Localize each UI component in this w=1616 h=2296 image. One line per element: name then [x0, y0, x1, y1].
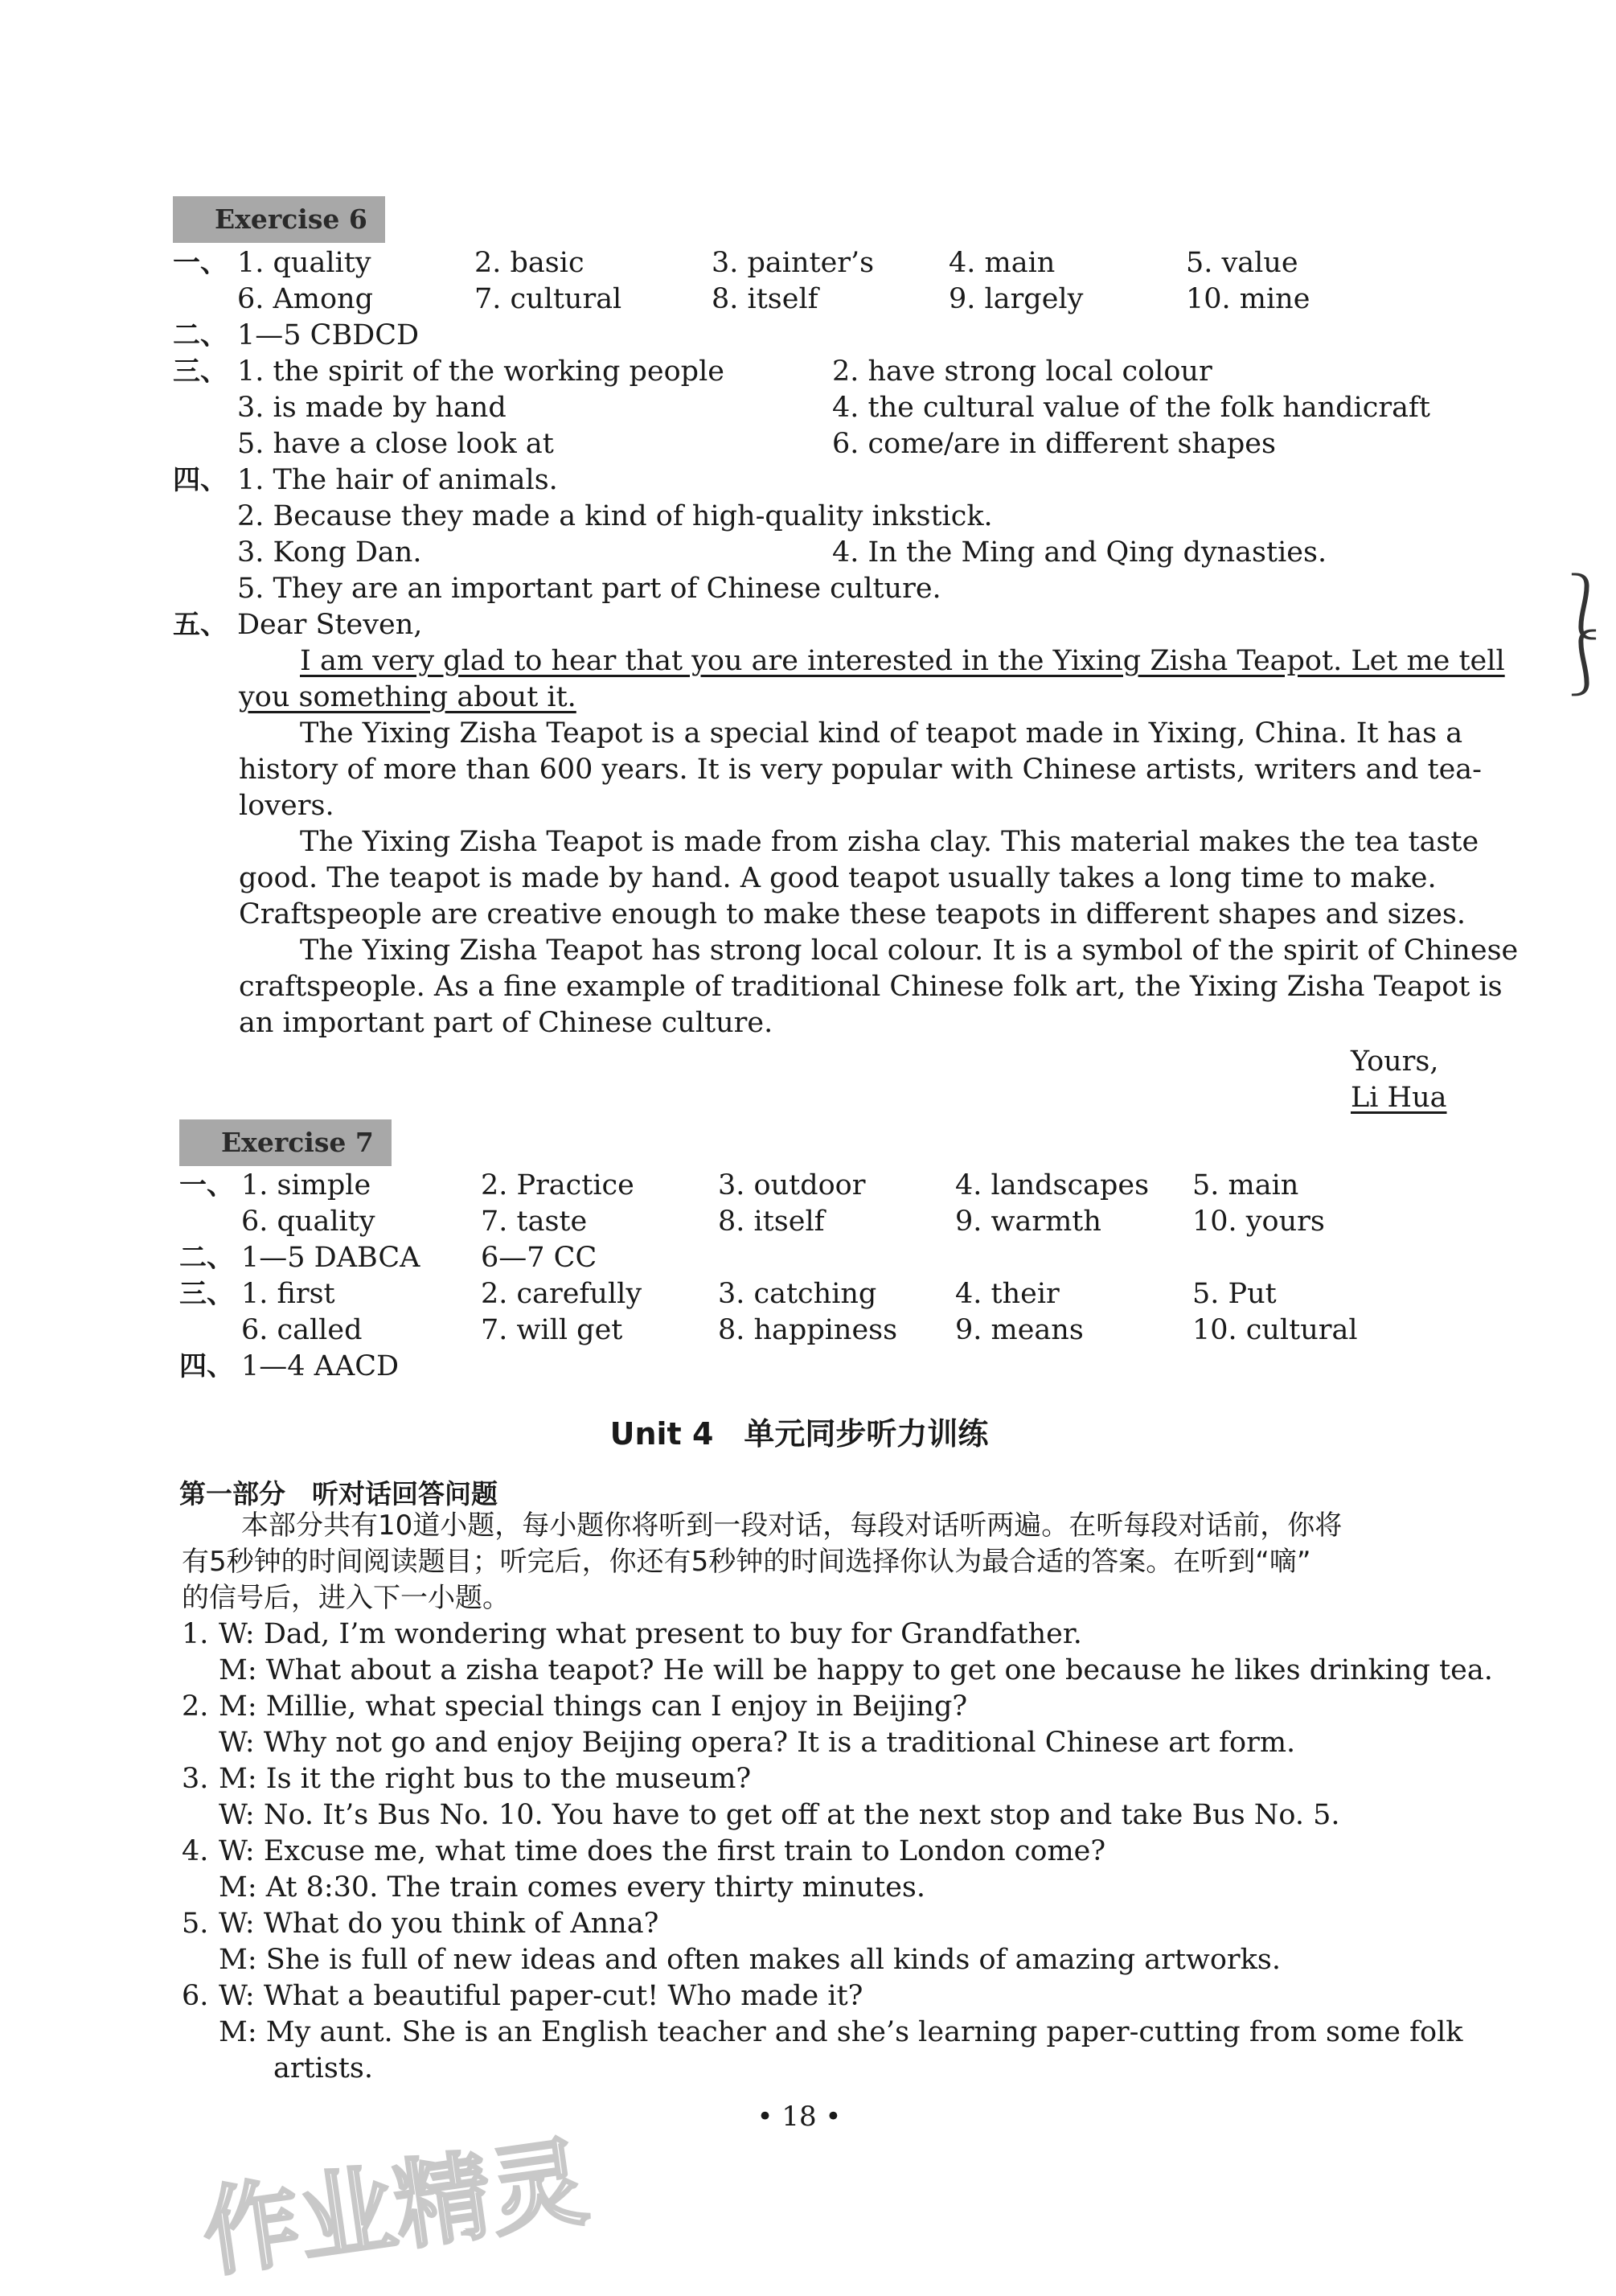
margin-bracket-mark: ⎱: [1552, 569, 1616, 644]
ex6-s1-a10: 10. mine: [1186, 283, 1310, 315]
ex6-s1-a5: 5. value: [1186, 247, 1298, 279]
dialogue-5-line-a: W: What do you think of Anna?: [219, 1908, 659, 1940]
ex7-s3-a2: 2. carefully: [481, 1278, 642, 1310]
dialogue-4-num: 4.: [182, 1835, 209, 1867]
letter-greeting: Dear Steven,: [237, 609, 423, 641]
ex7-s1-a3: 3. outdoor: [718, 1169, 866, 1201]
page-number: • 18 •: [757, 2101, 842, 2133]
dialogue-6-line-c: artists.: [273, 2052, 373, 2084]
ex6-s3-a2: 2. have strong local colour: [832, 355, 1212, 388]
ex6-s3-a5: 5. have a close look at: [237, 428, 554, 460]
ex6-s1-a7: 7. cultural: [474, 283, 622, 315]
ex6-section-1-label: 一、: [173, 247, 228, 279]
exercise-7-tag: Exercise 7: [179, 1119, 392, 1166]
ex6-s1-a2: 2. basic: [474, 247, 584, 279]
ex7-s1-a10: 10. yours: [1192, 1206, 1325, 1238]
letter-p2-line3: lovers.: [239, 790, 334, 822]
ex6-s3-a6: 6. come/are in different shapes: [832, 428, 1276, 460]
ex6-s4-a4: 4. In the Ming and Qing dynasties.: [832, 536, 1327, 569]
ex7-section-2-label: 二、: [179, 1242, 234, 1274]
ex6-s3-a3: 3. is made by hand: [237, 392, 507, 424]
watermark-logo: 作业精灵: [196, 2126, 594, 2291]
unit-4-title: Unit 4 单元同步听力训练: [609, 1416, 989, 1452]
dialogue-3-line-a: M: Is it the right bus to the museum?: [219, 1763, 752, 1795]
ex6-s1-a6: 6. Among: [237, 283, 374, 315]
dialogue-4-line-b: M: At 8:30. The train comes every thirty minutes.: [219, 1871, 926, 1904]
ex6-s1-a4: 4. main: [949, 247, 1056, 279]
dialogue-3-num: 3.: [182, 1763, 209, 1795]
ex7-s2-a1: 1—5 DABCA: [241, 1242, 420, 1274]
letter-p2-line2: history of more than 600 years. It is very popular with Chinese artists, writers and tea-: [239, 754, 1482, 786]
ex6-s4-a2: 2. Because they made a kind of high-quality inkstick.: [237, 500, 993, 532]
ex6-s2-answers: 1—5 CBDCD: [237, 319, 420, 351]
letter-p3-line3: Craftspeople are creative enough to make these teapots in different shapes and sizes.: [239, 898, 1466, 930]
ex7-s4-answers: 1—4 AACD: [241, 1350, 400, 1382]
exercise-6-tag: Exercise 6: [173, 196, 385, 243]
ex6-s3-a1: 1. the spirit of the working people: [237, 355, 724, 388]
ex7-s1-a2: 2. Practice: [481, 1169, 634, 1201]
letter-closing: Yours,: [1351, 1045, 1439, 1078]
letter-signature: Li Hua: [1351, 1082, 1447, 1114]
ex6-section-5-label: 五、: [173, 609, 228, 641]
ex7-s3-a6: 6. called: [241, 1314, 363, 1346]
ex7-s3-a1: 1. first: [241, 1278, 335, 1310]
letter-p4-line1: The Yixing Zisha Teapot has strong local colour. It is a symbol of the spirit of Chinese: [300, 934, 1519, 967]
ex6-s4-a1: 1. The hair of animals.: [237, 464, 558, 496]
dialogue-1-line-b: M: What about a zisha teapot? He will be happy to get one because he likes drinking tea.: [219, 1654, 1493, 1686]
margin-bracket-mark-lower: ⎰: [1552, 626, 1616, 700]
ex6-section-3-label: 三、: [173, 355, 228, 388]
ex7-s3-a9: 9. means: [955, 1314, 1084, 1346]
dialogue-5-num: 5.: [182, 1908, 209, 1940]
dialogue-2-line-b: W: Why not go and enjoy Beijing opera? It is a traditional Chinese art form.: [219, 1727, 1296, 1759]
instructions-line-3: 的信号后，进入下一小题。: [182, 1582, 510, 1614]
dialogue-6-line-a: W: What a beautiful paper-cut! Who made it?: [219, 1980, 863, 2012]
ex6-s1-a8: 8. itself: [712, 283, 818, 315]
dialogue-5-line-b: M: She is full of new ideas and often makes all kinds of amazing artworks.: [219, 1944, 1281, 1976]
ex7-s1-a6: 6. quality: [241, 1206, 375, 1238]
instructions-line-2: 有5秒钟的时间阅读题目；听完后，你还有5秒钟的时间选择你认为最合适的答案。在听到“嘀”: [182, 1546, 1311, 1578]
part-1-title: 第一部分 听对话回答问题: [179, 1478, 498, 1509]
ex6-s1-a1: 1. quality: [237, 247, 371, 279]
letter-p1-line2: you something about it.: [239, 681, 576, 713]
ex6-section-2-label: 二、: [173, 319, 228, 351]
ex7-section-3-label: 三、: [179, 1278, 234, 1310]
ex7-s3-a8: 8. happiness: [718, 1314, 898, 1346]
ex7-s3-a4: 4. their: [955, 1278, 1060, 1310]
ex7-s1-a5: 5. main: [1192, 1169, 1299, 1201]
dialogue-1-num: 1.: [182, 1618, 209, 1650]
ex6-s4-a5: 5. They are an important part of Chinese culture.: [237, 573, 941, 605]
ex6-section-4-label: 四、: [173, 464, 228, 496]
ex6-s1-a9: 9. largely: [949, 283, 1084, 315]
dialogue-6-line-b: M: My aunt. She is an English teacher and she’s learning paper-cutting from some folk: [219, 2016, 1463, 2048]
ex7-section-4-label: 四、: [179, 1350, 234, 1382]
letter-p1-line1: I am very glad to hear that you are interested in the Yixing Zisha Teapot. Let me tell: [300, 645, 1505, 677]
ex7-s3-a5: 5. Put: [1192, 1278, 1277, 1310]
ex7-s1-a4: 4. landscapes: [955, 1169, 1150, 1201]
instructions-line-1: 本部分共有10道小题，每小题你将听到一段对话，每段对话听两遍。在听每段对话前，你将: [241, 1509, 1343, 1542]
ex6-s3-a4: 4. the cultural value of the folk handicraft: [832, 392, 1430, 424]
ex7-s1-a7: 7. taste: [481, 1206, 588, 1238]
ex7-s1-a9: 9. warmth: [955, 1206, 1101, 1238]
dialogue-3-line-b: W: No. It’s Bus No. 10. You have to get off at the next stop and take Bus No. 5.: [219, 1799, 1340, 1831]
dialogue-6-num: 6.: [182, 1980, 209, 2012]
ex7-s2-a2: 6—7 CC: [481, 1242, 597, 1274]
ex7-section-1-label: 一、: [179, 1169, 234, 1201]
ex7-s1-a1: 1. simple: [241, 1169, 371, 1201]
dialogue-2-line-a: M: Millie, what special things can I enjoy in Beijing?: [219, 1690, 968, 1723]
letter-p3-line1: The Yixing Zisha Teapot is made from zisha clay. This material makes the tea taste: [300, 826, 1479, 858]
ex7-s1-a8: 8. itself: [718, 1206, 825, 1238]
dialogue-2-num: 2.: [182, 1690, 209, 1723]
ex6-s4-a3: 3. Kong Dan.: [237, 536, 422, 569]
letter-p4-line2: craftspeople. As a fine example of traditional Chinese folk art, the Yixing Zisha Teapot is: [239, 971, 1503, 1003]
ex7-s3-a3: 3. catching: [718, 1278, 877, 1310]
letter-p2-line1: The Yixing Zisha Teapot is a special kind of teapot made in Yixing, China. It has a: [300, 717, 1463, 750]
letter-p4-line3: an important part of Chinese culture.: [239, 1007, 773, 1039]
dialogue-4-line-a: W: Excuse me, what time does the first train to London come?: [219, 1835, 1106, 1867]
ex7-s3-a7: 7. will get: [481, 1314, 623, 1346]
dialogue-1-line-a: W: Dad, I’m wondering what present to buy for Grandfather.: [219, 1618, 1082, 1650]
ex7-s3-a10: 10. cultural: [1192, 1314, 1358, 1346]
ex6-s1-a3: 3. painter’s: [712, 247, 875, 279]
letter-p3-line2: good. The teapot is made by hand. A good teapot usually takes a long time to make.: [239, 862, 1437, 894]
